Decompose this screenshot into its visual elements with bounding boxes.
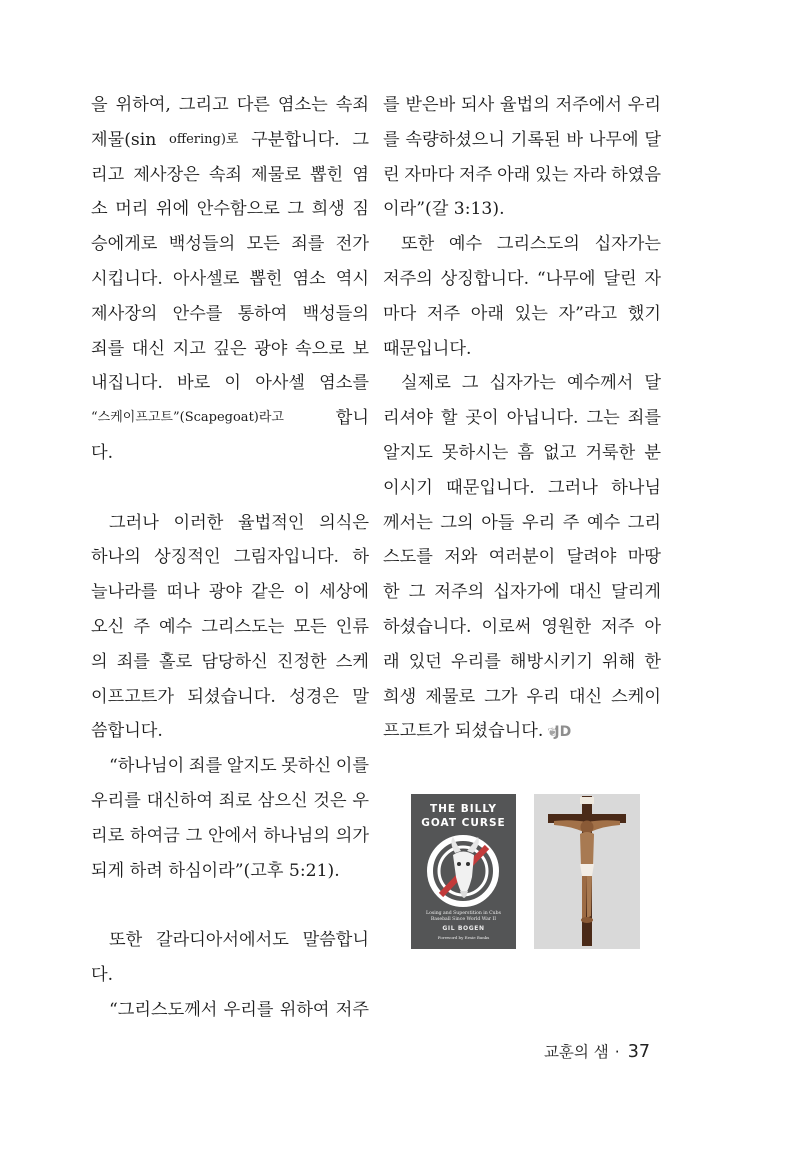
crucifix-icon (534, 794, 640, 949)
text-line: “그리스도께서 우리를 위하여 저주 (109, 999, 369, 1020)
book-author: GIL BOGEN (442, 925, 485, 932)
text-line: 래 있던 우리를 해방시키기 위해 한 (383, 651, 661, 672)
text-line: 씀합니다. (91, 721, 163, 742)
book-subtitle-line-1: Losing and Superstition in Cubs (426, 911, 501, 916)
page-footer (544, 1040, 650, 1062)
text-line: 다. (91, 442, 114, 463)
text-line: 죄를 대신 지고 깊은 광야 속으로 보 (91, 338, 369, 359)
crucifix-image (534, 794, 640, 949)
text-line: 희생 제물로 그가 우리 대신 스케이 (383, 686, 661, 707)
book-cover-image (411, 794, 516, 949)
text-line: 리셔야 할 곳이 아닙니다. 그는 죄를 (383, 408, 661, 429)
text-line: 우리를 대신하여 죄로 삼으신 것은 우 (91, 790, 369, 811)
text-line: “스케이프고트”(Scapegoat)라고 합니 (91, 408, 369, 429)
footer-separator: · (614, 1043, 620, 1061)
text-line: 때문입니다. (383, 338, 472, 359)
text-line: 알지도 못하시는 흠 없고 거룩한 분 (383, 442, 661, 463)
book-foreword: Foreword by Ernie Banks (437, 935, 490, 940)
text-line: 한 그 저주의 십자가에 대신 달리게 (383, 582, 661, 603)
paragraph-gap (91, 471, 369, 506)
footer-title: 교훈의 샘 (543, 1043, 609, 1061)
text-line: 그러나 이러한 율법적인 의식은 (109, 512, 369, 533)
text-line: 제물(sin offering)로 구분합니다. 그 (91, 129, 369, 150)
text-line: 를 받은바 되사 율법의 저주에서 우리 (383, 95, 661, 115)
text-line: 을 위하여, 그리고 다른 염소는 속죄 (91, 95, 369, 115)
text-line: 이라”(갈 3:13). (383, 199, 505, 220)
text-line: 시킵니다. 아사셀로 뽑힌 염소 역시 (91, 268, 369, 289)
text-line: 또한 갈라디아서에서도 말씀합니 (109, 930, 369, 951)
end-ornament-icon: ❦JD (547, 724, 572, 741)
text-line: 린 자마다 저주 아래 있는 자라 하였음 (383, 164, 661, 185)
text-line: 이프고트가 되셨습니다. 성경은 말 (91, 686, 369, 707)
text-line: 마다 저주 아래 있는 자”라고 했기 (383, 303, 661, 324)
text-line: 께서는 그의 아들 우리 주 예수 그리 (383, 512, 661, 533)
text-line: 를 속량하셨으니 기록된 바 나무에 달 (383, 129, 661, 150)
book-subtitle-line-2: Baseball Since World War II (430, 917, 497, 922)
text-line: 프고트가 되셨습니다. ❦JD (383, 714, 661, 749)
text-line: “하나님이 죄를 알지도 못하신 이를 (109, 756, 369, 777)
text-line: 승에게로 백성들의 모든 죄를 전가 (91, 234, 369, 255)
text-line: 하셨습니다. 이로써 영원한 저주 아 (383, 616, 661, 637)
text-line: 내집니다. 바로 이 아사셀 염소를 (91, 373, 369, 394)
text-line: 되게 하려 하심이라”(고후 5:21). (91, 860, 340, 881)
text-line: 제사장의 안수를 통하여 백성들의 (91, 303, 369, 324)
text-line: 이시기 때문입니다. 그러나 하나님 (383, 477, 661, 498)
text-line: 의 죄를 홀로 담당하신 진정한 스케 (91, 651, 369, 672)
text-line: 또한 예수 그리스도의 십자가는 (401, 234, 661, 255)
book-title-line-1: THE BILLY (429, 803, 498, 815)
text-line: 소 머리 위에 안수함으로 그 희생 짐 (91, 199, 369, 220)
text-line: 늘나라를 떠나 광야 같은 이 세상에 (91, 582, 369, 603)
goat-emblem-icon (411, 831, 516, 911)
text-line: 리고 제사장은 속죄 제물로 뽑힌 염 (91, 164, 369, 185)
text-line: 하나의 상징적인 그림자입니다. 하 (91, 547, 369, 568)
right-text-column (383, 88, 661, 749)
text-line: 다. (91, 964, 114, 985)
text-line: 저주의 상징합니다. “나무에 달린 자 (383, 268, 661, 289)
paragraph-gap (91, 888, 369, 923)
text-line: 리로 하여금 그 안에서 하나님의 의가 (91, 825, 369, 846)
text-line: 스도를 저와 여러분이 달려야 마땅 (383, 547, 661, 568)
page-number: 37 (627, 1042, 650, 1062)
text-line: 오신 주 예수 그리스도는 모든 인류 (91, 616, 369, 637)
left-text-column (91, 88, 369, 1028)
book-title-line-2: GOAT CURSE (421, 817, 506, 829)
text-line: 실제로 그 십자가는 예수께서 달 (401, 373, 661, 394)
